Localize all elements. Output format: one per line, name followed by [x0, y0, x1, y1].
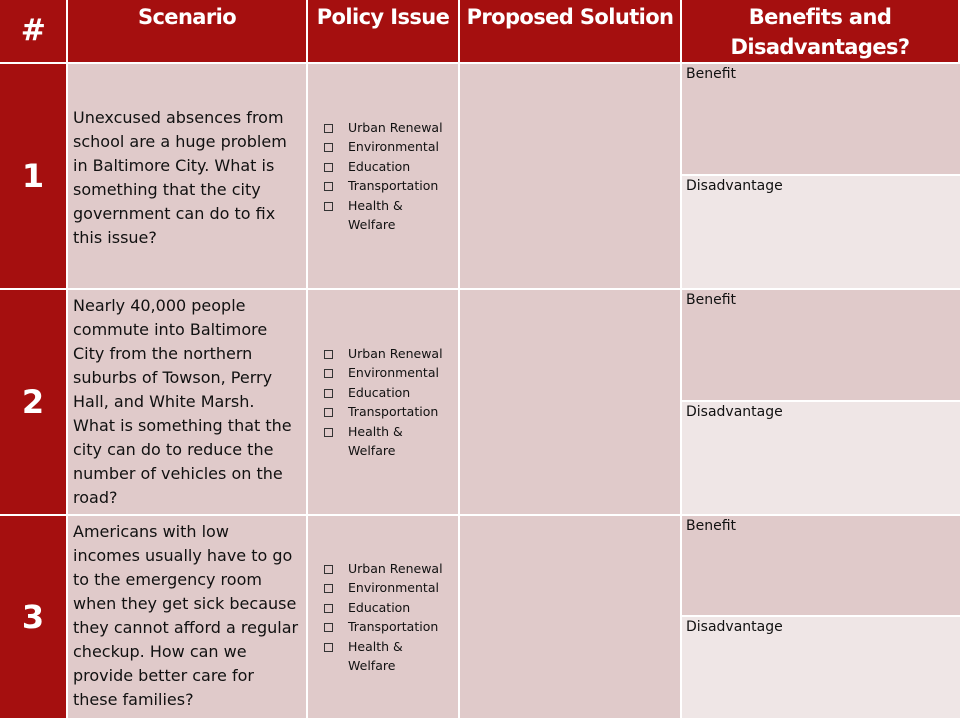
row-number: 3 — [0, 516, 68, 720]
benefit-label: Benefit — [686, 518, 737, 534]
policy-option[interactable]: Urban Renewal — [324, 344, 448, 364]
benefit-field[interactable] — [682, 290, 960, 402]
disadvantage-label: Disadvantage — [686, 178, 783, 194]
disadvantage-field[interactable] — [682, 617, 960, 718]
disadvantage-field[interactable] — [682, 176, 960, 288]
policy-checklist — [324, 118, 448, 235]
benefits-disadvantages-cell — [682, 290, 960, 516]
checkbox-icon[interactable] — [324, 428, 333, 437]
proposed-solution-field[interactable] — [460, 516, 682, 720]
policy-option[interactable]: Education — [324, 383, 448, 403]
policy-option[interactable]: Environmental — [324, 137, 448, 157]
policy-issue-options — [308, 64, 460, 290]
scenario-text-content: Unexcused absences from school are a huge problem in Baltimore City. What is something that the city government can do to fix this issue? — [73, 108, 287, 247]
scenario-text — [68, 516, 308, 720]
checkbox-icon[interactable] — [324, 202, 333, 211]
checkbox-icon[interactable] — [324, 604, 333, 613]
policy-issue-options — [308, 290, 460, 516]
proposed-solution-field[interactable] — [460, 290, 682, 516]
policy-option[interactable]: Transportation — [324, 617, 448, 637]
checkbox-icon[interactable] — [324, 143, 333, 152]
policy-option[interactable]: Education — [324, 598, 448, 618]
benefit-label: Benefit — [686, 66, 737, 82]
disadvantage-field[interactable] — [682, 402, 960, 514]
policy-option[interactable]: Urban Renewal — [324, 559, 448, 579]
checkbox-icon[interactable] — [324, 124, 333, 133]
benefit-field[interactable] — [682, 64, 960, 176]
benefit-label: Benefit — [686, 292, 737, 308]
policy-option[interactable]: Health & Welfare — [324, 196, 448, 235]
scenario-text-content: Americans with low incomes usually have to go to the emergency room when they get sick because they cannot afford a regular checkup. How can we provide better care for these families? — [73, 522, 299, 709]
header-number: # — [0, 0, 68, 64]
policy-option[interactable]: Health & Welfare — [324, 637, 448, 676]
scenario-text — [68, 290, 308, 516]
scenario-text — [68, 64, 308, 290]
header-benefits-disadvantages: Benefits and Disadvantages? — [682, 0, 960, 64]
policy-option[interactable]: Transportation — [324, 176, 448, 196]
policy-checklist — [324, 344, 448, 461]
policy-option[interactable]: Transportation — [324, 402, 448, 422]
disadvantage-label: Disadvantage — [686, 619, 783, 635]
header-policy-issue: Policy Issue — [308, 0, 460, 64]
disadvantage-label: Disadvantage — [686, 404, 783, 420]
checkbox-icon[interactable] — [324, 623, 333, 632]
policy-checklist — [324, 559, 448, 676]
proposed-solution-field[interactable] — [460, 64, 682, 290]
benefits-disadvantages-cell — [682, 516, 960, 720]
row-number: 2 — [0, 290, 68, 516]
scenario-text-content: Nearly 40,000 people commute into Baltimore City from the northern suburbs of Towson, Perry Hall, and White Marsh. What is something that the city can do to reduce the number of vehicles on the road? — [73, 296, 292, 507]
checkbox-icon[interactable] — [324, 350, 333, 359]
checkbox-icon[interactable] — [324, 389, 333, 398]
header-proposed-solution: Proposed Solution — [460, 0, 682, 64]
policy-option[interactable]: Environmental — [324, 363, 448, 383]
benefits-disadvantages-cell — [682, 64, 960, 290]
checkbox-icon[interactable] — [324, 369, 333, 378]
policy-option[interactable]: Environmental — [324, 578, 448, 598]
policy-issue-options — [308, 516, 460, 720]
benefit-field[interactable] — [682, 516, 960, 617]
policy-option[interactable]: Education — [324, 157, 448, 177]
policy-option[interactable]: Urban Renewal — [324, 118, 448, 138]
row-number: 1 — [0, 64, 68, 290]
checkbox-icon[interactable] — [324, 643, 333, 652]
policy-option[interactable]: Health & Welfare — [324, 422, 448, 461]
header-scenario: Scenario — [68, 0, 308, 64]
checkbox-icon[interactable] — [324, 408, 333, 417]
checkbox-icon[interactable] — [324, 565, 333, 574]
checkbox-icon[interactable] — [324, 182, 333, 191]
checkbox-icon[interactable] — [324, 584, 333, 593]
checkbox-icon[interactable] — [324, 163, 333, 172]
